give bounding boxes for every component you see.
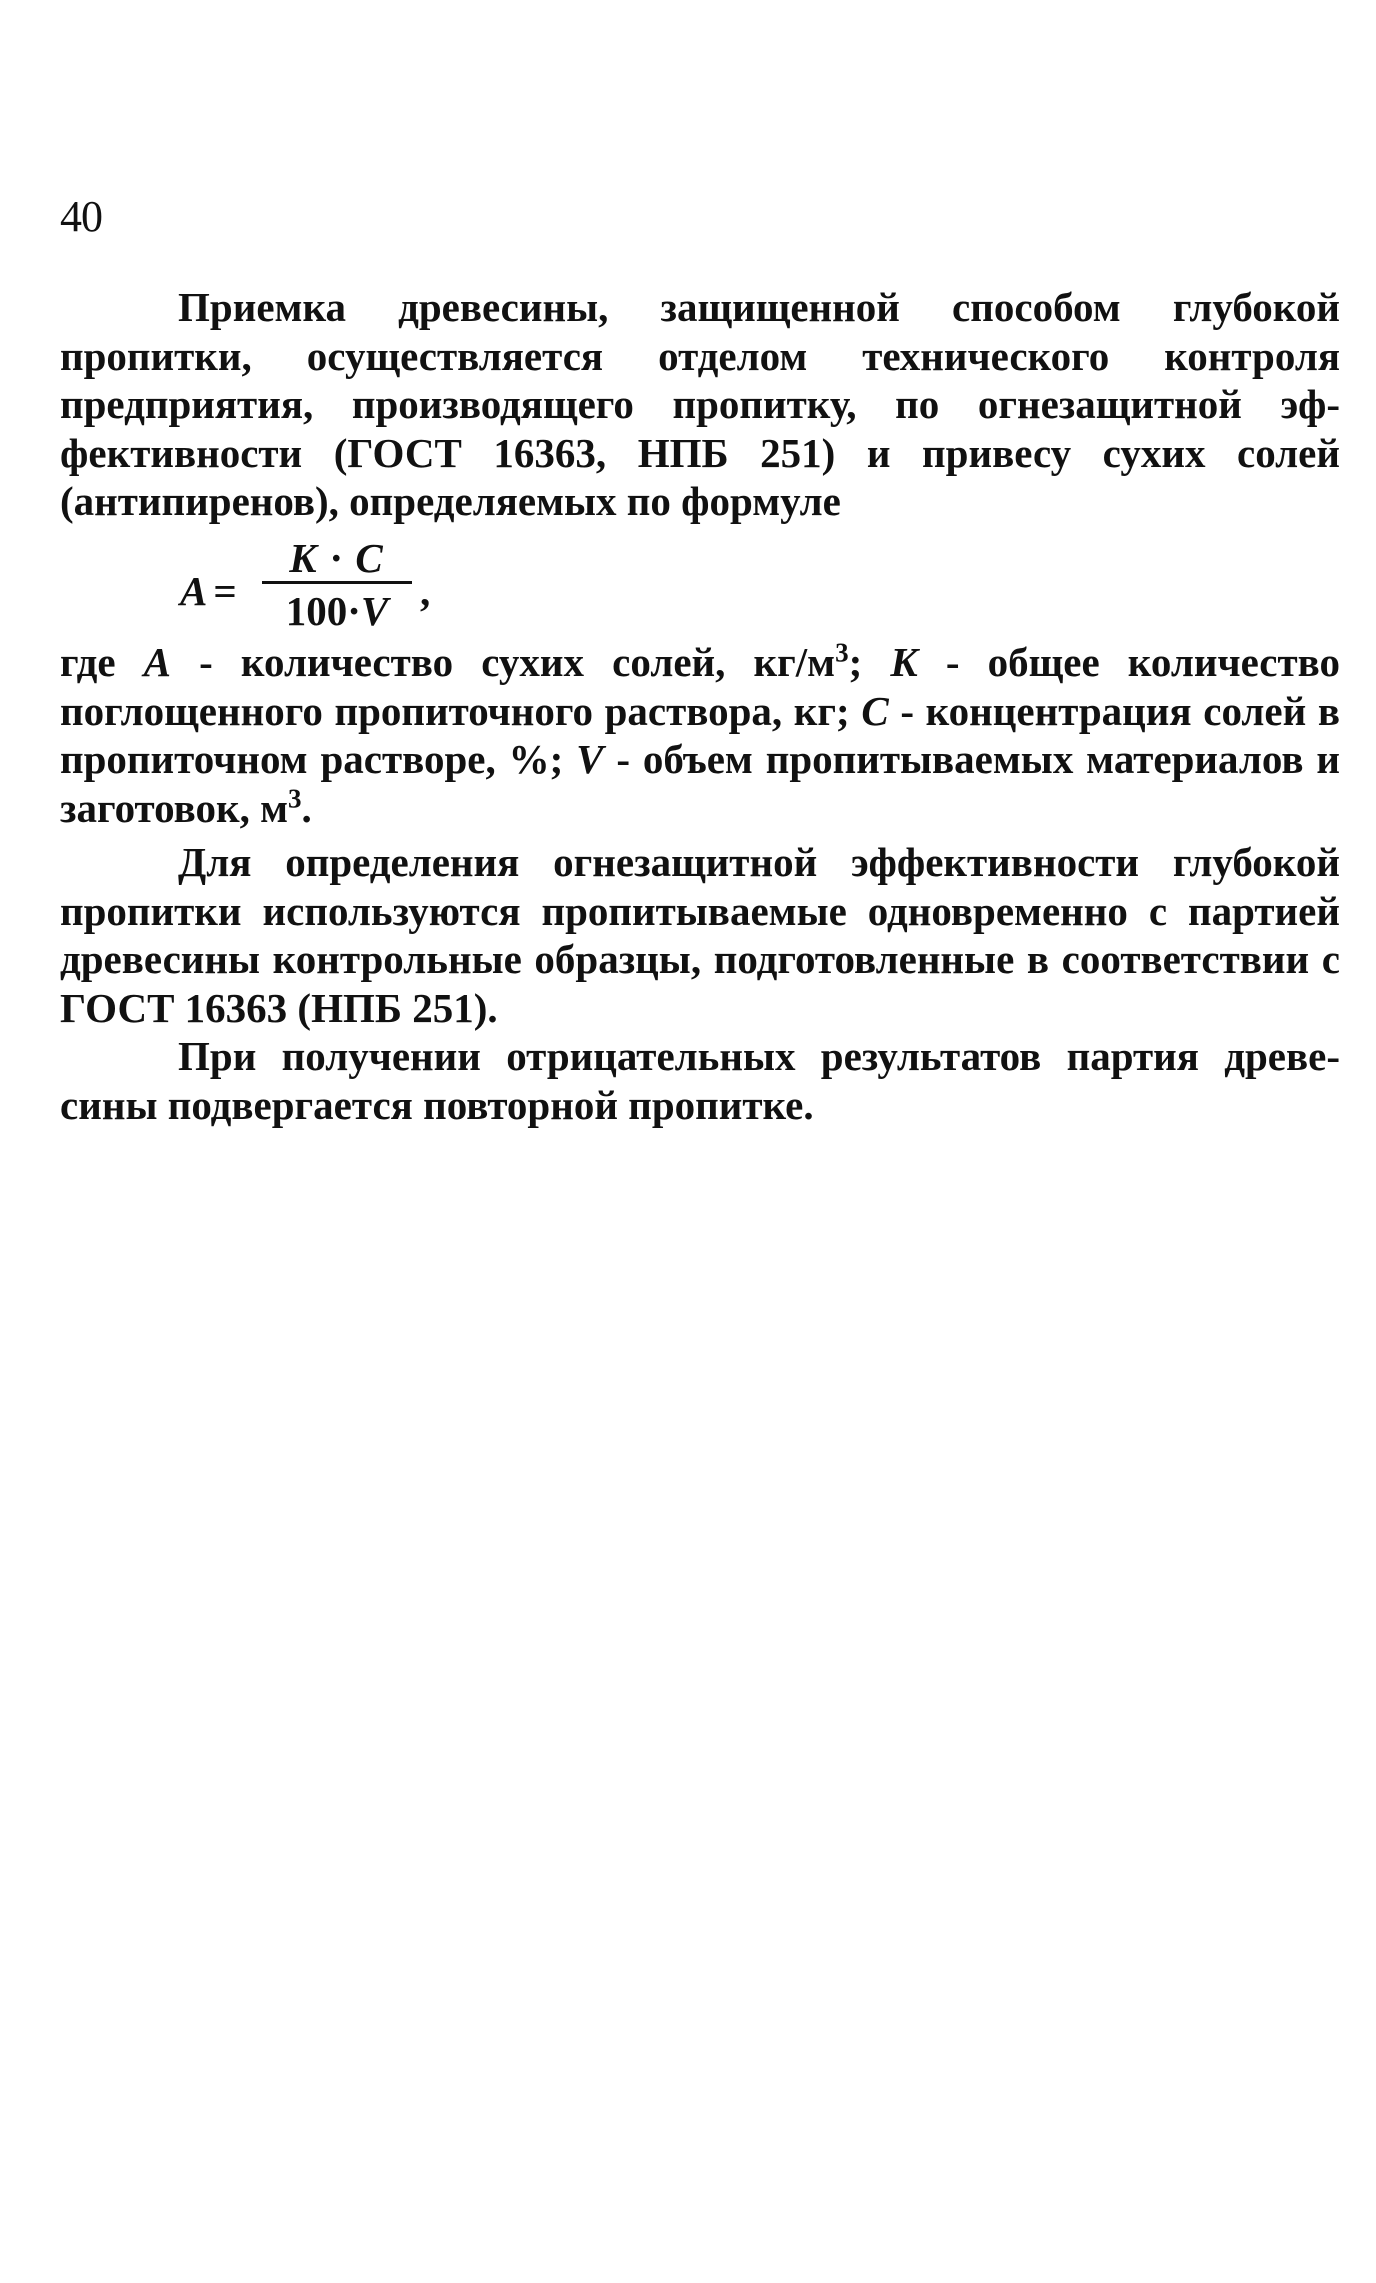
fraction-bar <box>262 581 412 584</box>
superscript: 3 <box>288 782 302 813</box>
variable-v: V <box>576 736 604 782</box>
variable-k: K <box>890 639 918 685</box>
paragraph-text: При получении отрицательных результатов партия древесины подвергается повторной пропитке. <box>60 1033 1340 1128</box>
formula-comma: , <box>420 568 431 614</box>
paragraph-fire-protection <box>60 838 1340 1032</box>
formula-fraction <box>262 535 412 634</box>
paragraph-acceptance <box>60 283 1340 526</box>
formula-numerator: K · C <box>289 535 385 581</box>
paragraph-definitions <box>60 638 1340 832</box>
text-run: - общее количество поглощенного пропиточного раствора, кг; <box>60 639 1340 734</box>
text-run: - объем пропитываемых материалов и заготовок, м <box>60 736 1341 831</box>
paragraph-text: Приемка древесины, защищенной способом глубокой пропитки, осуществляется отделом технического контроля предприятия, производящего пропитку, по огнезащитной эффективности (ГОСТ 16363, НПБ 251) и привесу сухих солей (антипиренов), определяемых по формуле <box>60 284 1340 524</box>
formula-var-a: A <box>180 568 208 614</box>
paragraph-text: Для определения огнезащитной эффективности глубокой пропитки используются пропитываемые одновременно с партией древесины контрольные образцы, подготовленные в соответствии с ГОСТ 16363 (НПБ 251). <box>60 839 1340 1031</box>
denominator-dot: · <box>347 588 361 634</box>
denominator-number: 100 <box>285 588 348 634</box>
variable-a: A <box>143 639 172 685</box>
text-run: - концентрация солей в пропиточном растворе, %; <box>60 687 1340 782</box>
formula-equals: = <box>213 568 237 614</box>
text-run: - количество сухих солей, кг/м <box>171 639 836 685</box>
formula-lhs <box>180 567 237 615</box>
text-run: где <box>60 639 144 685</box>
denominator-var: V <box>360 588 389 634</box>
variable-c: C <box>861 687 889 734</box>
formula-denominator <box>262 588 412 634</box>
paragraph-negative-results <box>60 1032 1340 1129</box>
superscript: 3 <box>835 637 849 668</box>
text-run: ; <box>848 639 891 685</box>
page-number: 40 <box>60 192 102 241</box>
text-run: . <box>301 784 312 831</box>
paragraph-text <box>60 638 1340 832</box>
